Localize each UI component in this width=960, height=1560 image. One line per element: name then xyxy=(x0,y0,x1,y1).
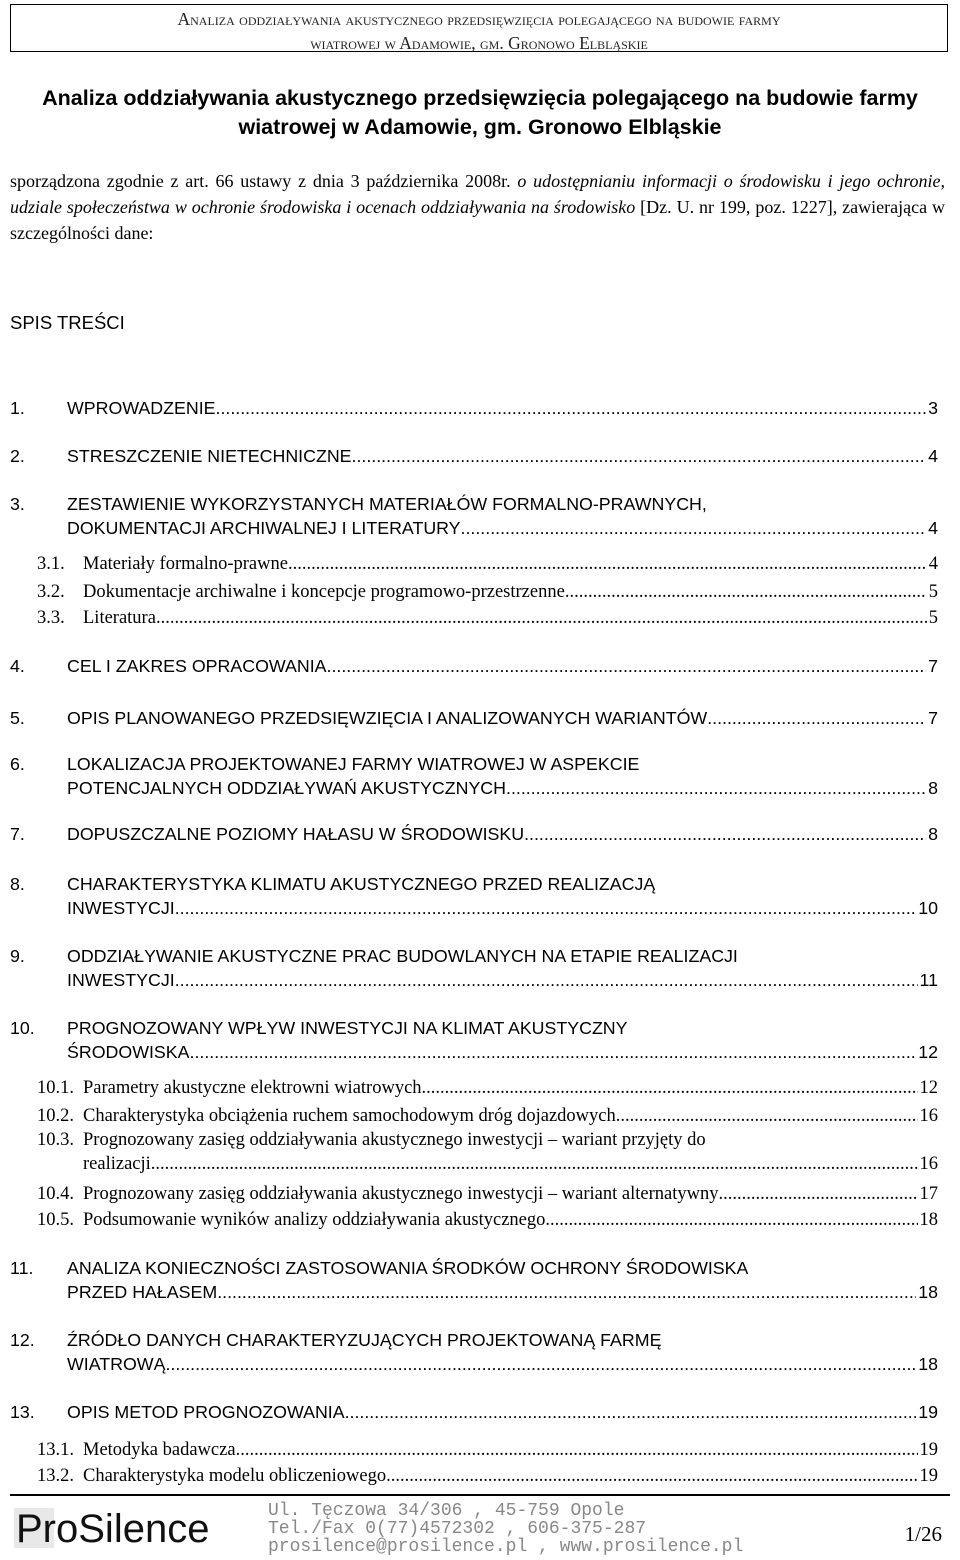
toc-entry-number: 13.2. xyxy=(37,1466,74,1486)
toc-page-number: 11 xyxy=(919,970,938,990)
toc-entry-title: INWESTYCJI xyxy=(67,970,175,990)
toc-entry-title: STRESZCZENIE NIETECHNICZNE xyxy=(67,446,352,466)
toc-entry-title: Podsumowanie wyników analizy oddziaływania akustycznego xyxy=(83,1210,546,1230)
intro-paragraph xyxy=(10,168,945,246)
intro-italic-title: o udostępnianiu informacji o środowisku i jego ochronie, udziale społeczeństwa w ochronie środowiska i ocenach oddziaływania na środowisko xyxy=(10,171,946,217)
toc-entry-number: 2. xyxy=(10,446,25,466)
toc-entry-number: 10.5. xyxy=(37,1210,74,1230)
toc-leader-dots xyxy=(217,1280,916,1304)
page-number: 1/26 xyxy=(904,1522,942,1546)
toc-page-number: 3 xyxy=(928,398,938,418)
toc-entry-title: Materiały formalno-prawne xyxy=(83,554,288,574)
toc-leader-dots xyxy=(422,1076,918,1100)
toc-entry-title: LOKALIZACJA PROJEKTOWANEJ FARMY WIATROWEJ W ASPEKCIE xyxy=(67,754,640,774)
toc-entry-title: Prognozowany zasięg oddziaływania akustycznego inwestycji – wariant alternatywny xyxy=(83,1184,719,1204)
toc-entry-number: 8. xyxy=(10,874,25,894)
toc-entry-title: Charakterystyka obciążenia ruchem samochodowym dróg dojazdowych xyxy=(83,1106,616,1126)
toc-page-number: 4 xyxy=(928,446,938,466)
toc-entry-title: Parametry akustyczne elektrowni wiatrowych xyxy=(83,1078,422,1098)
toc-entry-title: Dokumentacje archiwalne i koncepcje programowo-przestrzenne xyxy=(83,582,565,602)
toc-entry-number: 1. xyxy=(10,398,25,418)
toc-entry-number: 3. xyxy=(10,494,25,514)
toc-leader-dots xyxy=(175,968,918,992)
toc-entry-title: CHARAKTERYSTYKA KLIMATU AKUSTYCZNEGO PRZED REALIZACJĄ xyxy=(67,874,656,894)
toc-page-number: 19 xyxy=(919,1466,938,1486)
header-line-1: Analiza oddziaływania akustycznego przedsięwzięcia polegającego na budowie farmy xyxy=(177,9,781,29)
toc-entry-number: 11. xyxy=(10,1258,34,1278)
toc-leader-dots xyxy=(616,1104,918,1128)
toc-page-number: 4 xyxy=(928,554,938,574)
toc-leader-dots xyxy=(175,896,917,920)
toc-entry-title: ZESTAWIENIE WYKORZYSTANYCH MATERIAŁÓW FORMALNO-PRAWNYCH, xyxy=(67,494,707,514)
toc-entry-number: 10.3. xyxy=(37,1130,74,1150)
toc-entry-title: ŚRODOWISKA xyxy=(67,1042,190,1062)
title-line-2: wiatrowej w Adamowie, gm. Gronowo Elbląskie xyxy=(238,115,722,139)
toc-leader-dots xyxy=(524,822,926,846)
toc-leader-dots xyxy=(345,1400,917,1424)
toc-leader-dots xyxy=(545,1208,917,1232)
footer-phone: Tel./Fax 0(77)4572302 , 606-375-287 xyxy=(268,1519,647,1539)
toc-page-number: 7 xyxy=(928,708,938,728)
toc-entry-title: WPROWADZENIE xyxy=(67,398,216,418)
footer-email: prosilence@prosilence.pl , www.prosilence.pl xyxy=(268,1537,744,1557)
intro-text-2: [Dz. U. nr 199, poz. 1227], zawierająca w szczególności dane: xyxy=(10,197,945,243)
toc-entry-number: 13.1. xyxy=(37,1440,74,1460)
toc-entry-number: 3.1. xyxy=(37,554,65,574)
toc-leader-dots xyxy=(718,1182,917,1206)
toc-entry-number: 13. xyxy=(10,1402,35,1422)
toc-page-number: 12 xyxy=(918,1042,938,1062)
toc-entry-title: ODDZIAŁYWANIE AKUSTYCZNE PRAC BUDOWLANYCH NA ETAPIE REALIZACJI xyxy=(67,946,738,966)
toc-page-number: 8 xyxy=(928,778,938,798)
toc-leader-dots xyxy=(288,552,927,576)
toc-entry-title: CEL I ZAKRES OPRACOWANIA xyxy=(67,656,327,676)
toc-page-number: 4 xyxy=(928,518,938,538)
toc-entry-number: 10.4. xyxy=(37,1184,74,1204)
toc-page-number: 17 xyxy=(919,1184,938,1204)
toc-heading: SPIS TREŚCI xyxy=(10,312,125,333)
toc-page-number: 16 xyxy=(919,1106,938,1126)
toc-entry-title: OPIS PLANOWANEGO PRZEDSIĘWZIĘCIA I ANALIZOWANYCH WARIANTÓW xyxy=(67,708,708,728)
toc-leader-dots xyxy=(190,1040,917,1064)
toc-page-number: 5 xyxy=(928,608,938,628)
toc-leader-dots xyxy=(216,396,927,420)
toc-entry-title: Literatura xyxy=(83,608,156,628)
toc-entry-number: 10. xyxy=(10,1018,35,1038)
toc-page-number: 19 xyxy=(919,1440,938,1460)
toc-entry-number: 4. xyxy=(10,656,25,676)
running-header xyxy=(10,4,948,52)
toc-leader-dots xyxy=(236,1438,918,1462)
toc-entry-number: 5. xyxy=(10,708,25,728)
page-footer xyxy=(10,1494,950,1556)
toc-entry-number: 7. xyxy=(10,824,25,844)
toc-page-number: 12 xyxy=(919,1078,938,1098)
toc-leader-dots xyxy=(327,654,927,678)
toc-entry-number: 12. xyxy=(10,1330,35,1350)
toc-entry-number: 3.3. xyxy=(37,608,65,628)
toc-page-number: 19 xyxy=(918,1402,938,1422)
toc-entry-title: WIATROWĄ xyxy=(67,1354,166,1374)
toc-entry-number: 10.1. xyxy=(37,1078,74,1098)
title-line-1: Analiza oddziaływania akustycznego przedsięwzięcia polegającego na budowie farmy xyxy=(42,86,918,110)
toc-entry-title: DOPUSZCZALNE POZIOMY HAŁASU W ŚRODOWISKU xyxy=(67,824,525,844)
footer-address: Ul. Tęczowa 34/306 , 45-759 Opole xyxy=(268,1501,625,1521)
header-line-2: wiatrowej w Adamowie, gm. Gronowo Elbląskie xyxy=(310,33,648,53)
toc-leader-dots xyxy=(461,516,927,540)
toc-entry-title: ŹRÓDŁO DANYCH CHARAKTERYZUJĄCYCH PROJEKTOWANĄ FARMĘ xyxy=(67,1330,662,1350)
document-title xyxy=(10,84,950,142)
toc-leader-dots xyxy=(707,706,926,730)
toc-entry-title: INWESTYCJI xyxy=(67,898,175,918)
toc-entry-title: PRZED HAŁASEM xyxy=(67,1282,218,1302)
toc-page-number: 18 xyxy=(918,1354,938,1374)
toc-entry-title: Charakterystyka modelu obliczeniowego xyxy=(83,1466,387,1486)
toc-entry-title: realizacji xyxy=(83,1154,151,1174)
toc-entry-number: 9. xyxy=(10,946,25,966)
toc-entry-number: 3.2. xyxy=(37,582,65,602)
toc-entry-title: Metodyka badawcza xyxy=(83,1440,236,1460)
prosilence-logo xyxy=(12,1504,256,1552)
toc-leader-dots xyxy=(352,444,927,468)
toc-leader-dots xyxy=(165,1352,916,1376)
toc-page-number: 18 xyxy=(919,1210,938,1230)
toc-leader-dots xyxy=(386,1464,917,1488)
toc-leader-dots xyxy=(506,776,926,800)
contact-info xyxy=(268,1502,743,1556)
toc-leader-dots xyxy=(156,606,927,630)
toc-entry-title: PROGNOZOWANY WPŁYW INWESTYCJI NA KLIMAT AKUSTYCZNY xyxy=(67,1018,628,1038)
toc-page-number: 16 xyxy=(919,1154,938,1174)
toc-page-number: 5 xyxy=(928,582,938,602)
toc-entry-title: OPIS METOD PROGNOZOWANIA xyxy=(67,1402,345,1422)
intro-text-1: sporządzona zgodnie z art. 66 ustawy z dnia 3 października 2008r. xyxy=(10,171,518,191)
toc-page-number: 10 xyxy=(918,898,938,918)
toc-page-number: 18 xyxy=(918,1282,938,1302)
toc-leader-dots xyxy=(565,580,927,604)
toc-entry-title: Prognozowany zasięg oddziaływania akustycznego inwestycji – wariant przyjęty do xyxy=(83,1130,706,1150)
toc-entry-title: DOKUMENTACJI ARCHIWALNEJ I LITERATURY xyxy=(67,518,461,538)
toc-page-number: 7 xyxy=(928,656,938,676)
toc-page-number: 8 xyxy=(928,824,938,844)
toc-entry-title: POTENCJALNYCH ODDZIAŁYWAŃ AKUSTYCZNYCH xyxy=(67,778,506,798)
toc-leader-dots xyxy=(151,1152,918,1176)
toc-entry-title: ANALIZA KONIECZNOŚCI ZASTOSOWANIA ŚRODKÓW OCHRONY ŚRODOWISKA xyxy=(67,1258,749,1278)
svg-text:ProSilence: ProSilence xyxy=(16,1507,210,1551)
toc-entry-number: 10.2. xyxy=(37,1106,74,1126)
toc-entry-number: 6. xyxy=(10,754,25,774)
